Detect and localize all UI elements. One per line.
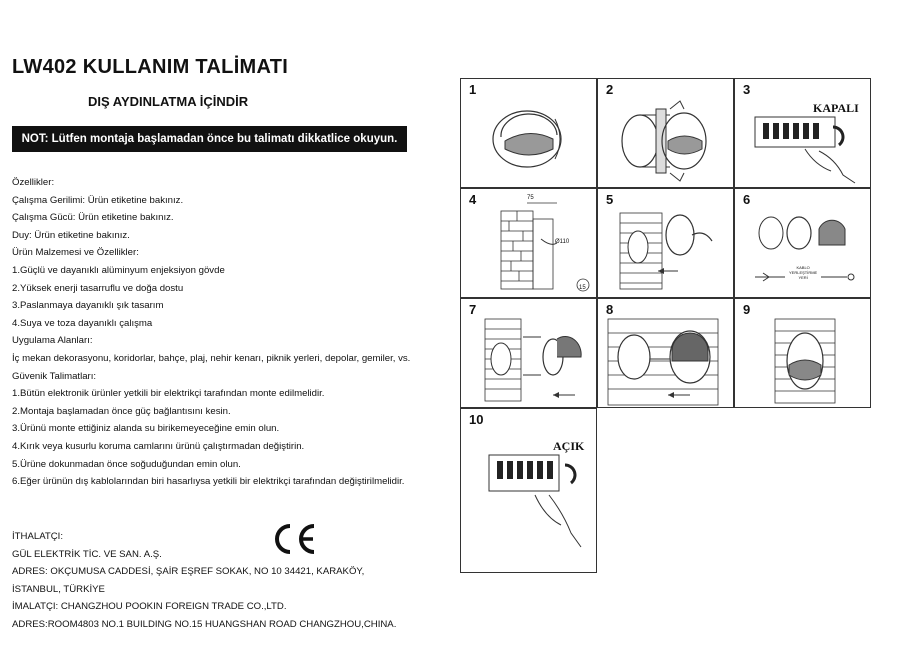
spec-line: Duy: Ürün etiketine bakınız. [12,229,130,241]
spec-line: 4.Kırık veya kusurlu koruma camlarını ürünü çalıştırmadan değiştirin. [12,440,305,452]
cable-position-label: KABLO YERLEŞTİRME YERİ [789,265,818,280]
spec-line: Güvenik Talimatları: [12,370,97,382]
step-9 [734,298,871,408]
spec-line: Uygulama Alanları: [12,335,93,347]
importer-info [12,528,452,634]
terminal-block-icon [735,189,872,299]
step-number: 4 [469,192,477,207]
step-number: 2 [606,82,614,97]
mounting-screws-icon [461,299,598,409]
step-7 [460,298,597,408]
step-6 [734,188,871,298]
step-number: 1 [469,82,477,97]
importer-line: İSTANBUL, TÜRKİYE [12,583,105,595]
spec-line: 4.Suya ve toza dayanıklı çalışma [12,317,153,329]
importer-line: İMALATÇI: CHANGZHOU POOKIN FOREIGN TRADE CO.,LTD. [12,601,287,613]
step-number: 8 [606,302,614,317]
spec-line: Çalışma Gücü: Ürün etiketine bakınız. [12,212,174,224]
spec-line: İç mekan dekorasyonu, koridorlar, bahçe, plaj, nehir kenarı, piknik yerleri, depolar, gemiler, vs. [12,352,411,364]
step-5 [597,188,734,298]
specifications [12,174,452,491]
power-off-label: KAPALI [813,101,859,115]
breaker-off-icon [735,79,872,189]
warning-note: NOT: Lütfen montaja başlamadan önce bu talimatı dikkatlice okuyun. [12,126,407,152]
luminaire-front-icon [461,79,598,189]
spec-line: 3.Paslanmaya dayanıklı şık tasarım [12,300,164,312]
ce-mark-icon [268,522,320,556]
importer-line: GÜL ELEKTRİK TİC. VE SAN. A.Ş. [12,548,162,560]
step-8 [597,298,734,408]
spec-line: 3.Ürünü monte ettiğiniz alanda su birikemeyeceğine emin olun. [12,423,280,435]
power-on-label: AÇIK [553,439,585,453]
luminaire-attach-icon [598,299,735,409]
spec-line: Çalışma Gerilimi: Ürün etiketine bakınız. [12,194,184,206]
breaker-on-icon [461,409,598,574]
importer-line: ADRES: OKÇUMUSA CADDESİ, ŞAİR EŞREF SOKAK, NO 10 34421, KARAKÖY, [12,566,365,578]
dimension-label: 15 [579,285,586,291]
spec-line: Ürün Malzemesi ve Özellikler: [12,247,139,259]
spec-line: Özellikler: [12,177,55,188]
spec-line: 6.Eğer ürünün dış kablolarından biri hasarlıysa yetkili bir elektrikçi tarafından değiştirilmelidir. [12,476,405,488]
step-number: 7 [469,302,477,317]
step-4 [460,188,597,298]
step-number: 3 [743,82,751,97]
spec-line: 5.Ürüne dokunmadan önce soğuduğundan emin olun. [12,458,241,470]
importer-line: ADRES:ROOM4803 NO.1 BUILDING NO.15 HUANGSHAN ROAD CHANGZHOU,CHINA. [12,618,397,630]
step-10 [460,408,597,573]
page-subtitle: DIŞ AYDINLATMA İÇİNDİR [88,94,249,109]
spec-line: 2.Yüksek enerji tasarruflu ve doğa dostu [12,282,184,294]
spec-line: 1.Güçlü ve dayanıklı alüminyum enjeksiyon gövde [12,264,225,276]
wire-connection-icon [598,189,735,299]
spec-line: 2.Montaja başlamadan önce güç bağlantısını kesin. [12,405,231,417]
step-number: 5 [606,192,614,207]
spec-line: 1.Bütün elektronik ürünler yetkili bir elektrikçi tarafından monte edilmelidir. [12,388,325,400]
luminaire-disassembly-icon [598,79,735,189]
dimension-label: 75 [527,195,534,201]
step-2 [597,78,734,188]
step-3 [734,78,871,188]
step-number: 10 [469,412,484,427]
wall-drilling-icon [461,189,598,299]
step-number: 9 [743,302,751,317]
installed-luminaire-icon [735,299,872,409]
step-1 [460,78,597,188]
importer-line: İTHALATÇI: [12,531,63,542]
dimension-label: Ø110 [555,239,570,245]
page-title: LW402 KULLANIM TALİMATI [12,56,289,78]
step-number: 6 [743,192,751,207]
